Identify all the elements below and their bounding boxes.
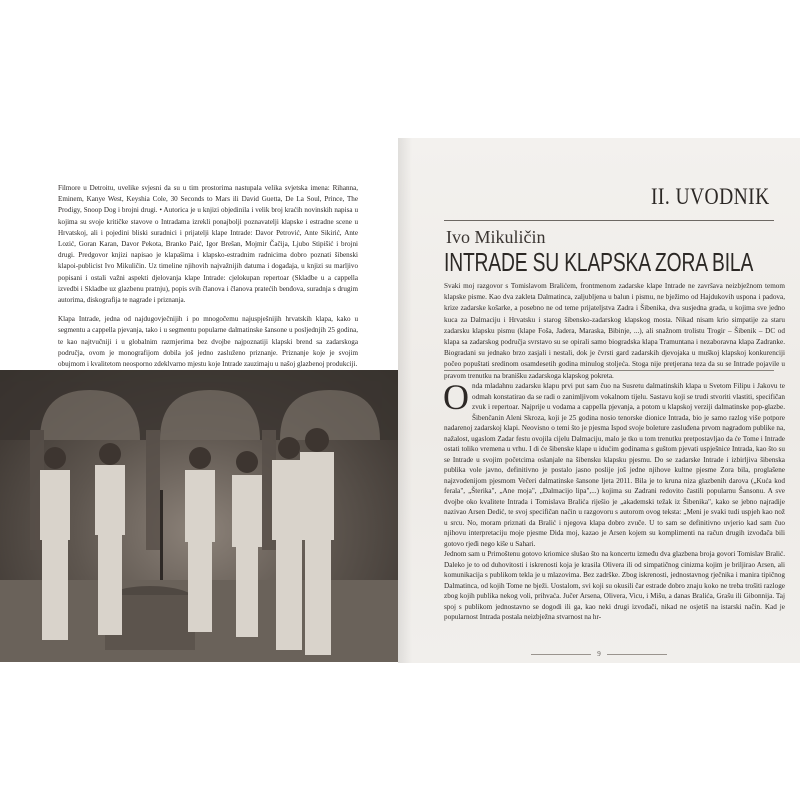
section-divider <box>444 370 774 371</box>
left-text-column <box>58 183 358 397</box>
section-title: II. UVODNIK <box>651 184 770 209</box>
footer-ornament-left <box>531 654 591 655</box>
left-paragraph-2: Klapa Intrade, jedna od najdugovječnijih i po mnogočemu najuspješnijih hrvatskih klapa, kako u segmentu a cappella pjevanja, tako i u segmentu popularne dalmatinske šansone u posljednjih 25 godina, te kao najtvučniji i u globalnim razmjerima bez dvojbe najpoznatiji klapski brend sa zadarskoga područja, ovom je monografijom dobila još jedno zasluženo priznanje. Priznanje koje je svojim obujmom i kvalitetom neosporno zdeklvarno mjestu koje Intrade zauzimaju u našoj glazbenoj produkciji. <box>58 315 358 369</box>
klapa-singers-photo <box>0 370 400 662</box>
title-rule <box>444 220 774 221</box>
page-footer <box>398 650 800 658</box>
drop-cap: O <box>443 377 469 417</box>
body-paragraph-1-text: nda mladahnu zadarsku klapu prvi put sam čuo na Susretu dalmatinskih klapa u Svetom Filipu i Jakovu te odmah konstatirao da se radi o zanimljivom vokalnom tijelu. Sastavu koji se trudi stvoriti vlastiti, specifičan zvuk i repertoar. Najprije u vodama a cappella pjevanja, a potom u klapskoj verziji dalmatinske pop-glazbe. Šibenčanin Aleni Skroza, koji je 25 godina nosio tenorske dionice Intrada, bio je samo razlog više potpore nadarenoj zadarskoj klapi. Neovisno o temi što je pjesma Ispod svoje boleture zasluđena prvom nagradom publike na, nažalost, ugaslom Zadar festu ovojila cijelu Dalmaciju, malo je tko u tom trenutku pretpostavljao da će Tome i Intrade ostati toliko vremena u vrhu. I di će šibenske klape u idućim godinama s guštom pjevati uspješnice Intrada, kao što su se Intrade u svojim početcima oslanjale na šibensku klapsku pjesmu. Do se zadarske Intrade i izbirljiva šibenska publika vole javno, definitivno je postalo jasno poslije još jedne njihove kultne pjesme Zora bila, proglašene najzvodenijom pjesmom Večeri dalmatinske šansone ljeta 2011. Bila je to kruna niza glazbenih darova („Kuća kod ferala", „Šterika", „Ane moja", „Dalmacijo lipa",...) kojima su Zadrani redovito častili popularnu Šansonu. A sve dvojbe oko kvalitete Intrada i Tomislava Bralića riješio je „akademski težak iz Šibenika", kako se jebno najradije nazivao Arsen Dedić, te svoj specifičan način u razgovoru s autorom ovog teksta: „Meni je svaki tudi uspjeh kao nož u srcu. No, moram priznati da Bralić i njegova klapa dobro zvuče. U to sam se definitivno uvjerio kad sam čuo njihovu interpretaciju moje pjesme Dida moj, kazao je Arsen kojem su komplimenti na račun drugih izvođača bili gotovo rjeđi nego kiše u Sahari. <box>444 382 785 548</box>
body-paragraph-2: Jednom sam u Primoštenu gotovo kriomice slušao što na koncertu između dva glazbena broja govori Tomislav Bralić. Daleko je to od duhovitosti i iskrenosti koja je krasila Olivera ili od simpatičnog cinizma kojim je briljirao Arsen, ali komunikacija s publikom teklа je u mlazovima. Bez zadrške. Zbog iskrenosti, jednostavnog rječnika i manira tipičnog Dalmatinca, od kojih Tome ne bježi. Uostalom, svi koji su okusili čar estrade dobro znaju koko ne treba trošiti razloge zbog kojih publika nekog voli, prihvaća. Jučer Arsena, Olivera, Vicu, i Mišu, a danas Bralića, Grašu ili Gibonnija. Taj spoj s publikom jednostavno se dogodi ili ga, kao neki drugi izvođači, nikad ne osjetiš na istarski način. Kad je popularnost Intrada postala neizbježna stvarnost na hr- <box>444 550 785 621</box>
photo-illustration <box>0 370 400 662</box>
left-paragraph-1: Filmore u Detroitu, uvelike svjesni da su u tim prostorima nastupala velika svjetska imena: Rihanna, Eminem, Kanye West, Keyshia Cole, 30 Seconds to Mars ili David Guetta, De La Soul, Prince, The Prodigy, Snoop Dog i brojni drugi. • Autorica je u knjizi objedinila i velik broj kraćih novinskih napisa u kojima su svoje kritičke stavove o Intradama izrekli ponajbolji poznavatelji klapske i estradne scene u Hrvatskoj, ali i pojedini bliski suradnici i prijatelji klape Intrade: Davor Petrović, Ante Sikirić, Ante Lozić, Goran Karan, Davor Pekota, Branko Paić, Igor Brešan, Mojmir Čačija, Ljubo Stipišić i brojni drugi. Predgovor knjizi napisao je klapašima i klapsko-estradnim radnicima dobro poznati šibenski klapoi-publicist Ivo Mikuličin. Uz timeline njihovih najvažnijih datuma i događaja, u knjizi su marljivo popisani i ostali važni aspekti djelovanja klape Intrade: cjelokupan repertoar (Skladbe u a cappella izvedbi i Skladbe uz glazbenu pratnju), popis svih članova i članova pratećih benđova, suradnja s drugim autorima, diskografija te nagrade i priznanja. <box>58 184 358 305</box>
intro-paragraph: Svaki moj razgovor s Tomislavom Bralićem, frontmenom zadarske klape Intrade ne završava neizbježnom temom klapske pisme. Kao dva zakleta Dalmatinca, zaljubljena u balun i pismu, ne bježimo od Hajdukovih uspona i padova, krize zadarske košarke, a posebno ne od teme prijateljstva Zadra i Šibenika, dva susjedna grada, u kojima sve jedno kuca za Dalmaciju i Hrvatsku i starog šibensko-zadarskog klapskog mosta. Nikad nisam krio simpatije za staru zadarsku klapsku pismu (klape Fošа, Jadera, Maraska, Bibinje, ...), ali snažnom trolistu Trogir – Šibenik – DC od klapa sa zadarskog područja svrstavo su se opirali samo biogradska klapa Tramuntana i nezaboravna klapa Zadranke. Biogradani su jednako brzo zasjali i nestali, dok je čvrsti gard zadarskih djevojaka u muškoj klapskoj konkurenciji počeo popuštati sredinom osamdesetih godina minulog stoljeća. Stoga nije pretjerana teza da su se Intrade pojavile u pravom trenutku na branišku zadarskoga klapskog pokreta. <box>444 282 785 380</box>
author-name: Ivo Mikuličin <box>446 227 546 247</box>
right-page <box>398 138 800 663</box>
footer-ornament-right <box>607 654 667 655</box>
article-headline: INTRADE SU KLAPSKA ZORA BILA <box>444 247 754 277</box>
body-paragraph-1 <box>443 377 785 549</box>
body-text <box>443 377 785 623</box>
page-number: 9 <box>597 650 601 658</box>
